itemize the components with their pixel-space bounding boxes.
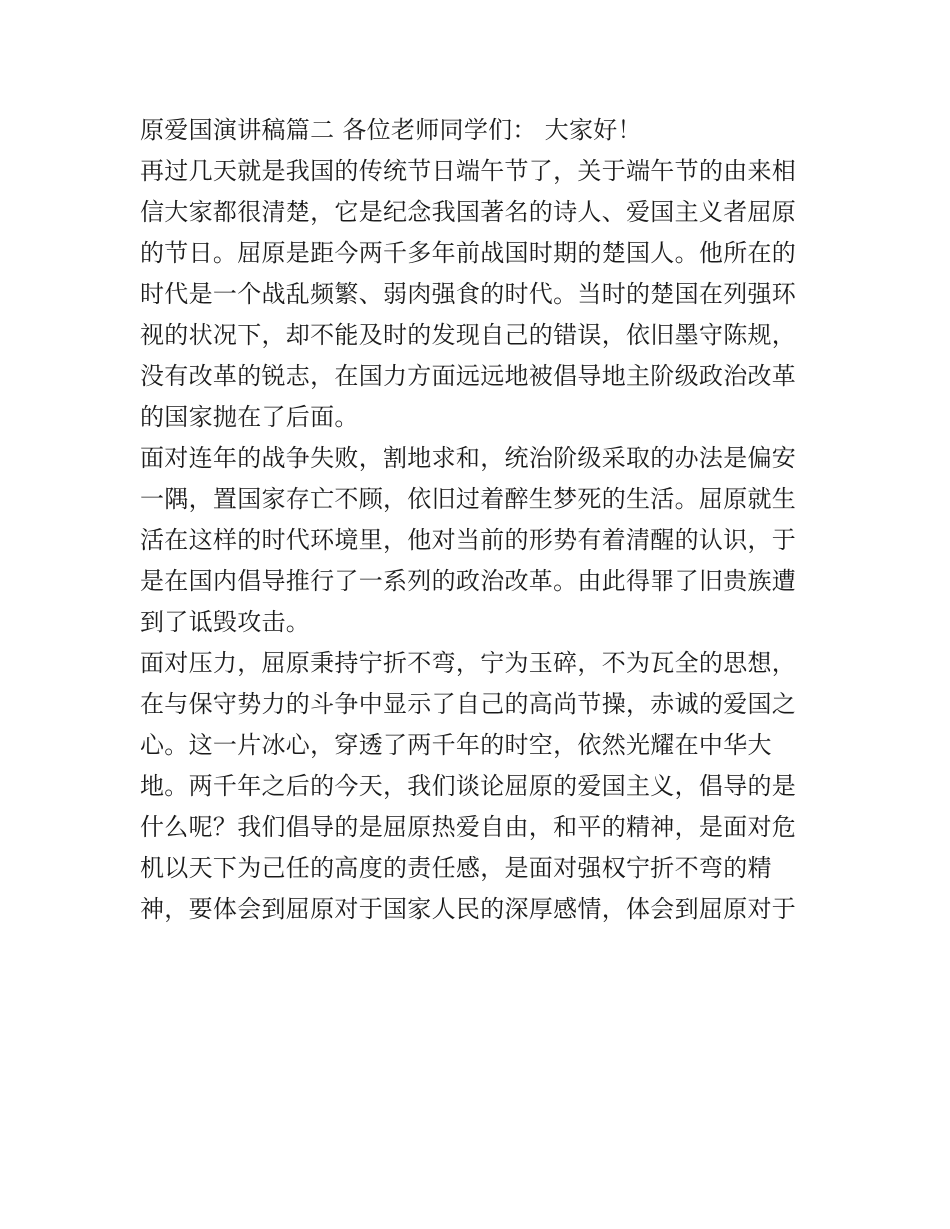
- text-line: 什么呢？我们倡导的是屈原热爱自由，和平的精神，是面对危: [140, 813, 797, 841]
- text-line: 再过几天就是我国的传统节日端午节了，关于端午节的由来相: [140, 157, 797, 185]
- text-line: 原爱国演讲稿篇二 各位老师同学们： 大家好！: [140, 116, 642, 144]
- text-line: 是在国内倡导推行了一系列的政治改革。由此得罪了旧贵族遭: [140, 567, 797, 595]
- text-line: 到了诋毁攻击。: [140, 608, 311, 636]
- document-body: [140, 110, 820, 930]
- text-line: 活在这样的时代环境里，他对当前的形势有着清醒的认识，于: [140, 526, 797, 554]
- text-line: 时代是一个战乱频繁、弱肉强食的时代。当时的楚国在列强环: [140, 280, 797, 308]
- text-line: 地。两千年之后的今天，我们谈论屈原的爱国主义，倡导的是: [140, 772, 797, 800]
- text-line: 视的状况下，却不能及时的发现自己的错误，依旧墨守陈规，: [140, 321, 797, 349]
- text-line: 在与保守势力的斗争中显示了自己的高尚节操，赤诚的爱国之: [140, 690, 797, 718]
- text-line: 神，要体会到屈原对于国家人民的深厚感情，体会到屈原对于: [140, 895, 797, 923]
- text-line: 面对压力，屈原秉持宁折不弯，宁为玉碎，不为瓦全的思想，: [140, 649, 797, 677]
- text-line: 的节日。屈原是距今两千多年前战国时期的楚国人。他所在的: [140, 239, 797, 267]
- text-line: 心。这一片冰心，穿透了两千年的时空，依然光耀在中华大: [140, 731, 772, 759]
- text-line: 信大家都很清楚，它是纪念我国著名的诗人、爱国主义者屈原: [140, 198, 797, 226]
- text-line: 机以天下为己任的高度的责任感，是面对强权宁折不弯的精: [140, 854, 772, 882]
- text-line: 一隅，置国家存亡不顾，依旧过着醉生梦死的生活。屈原就生: [140, 485, 797, 513]
- text-line: 面对连年的战争失败，割地求和，统治阶级采取的办法是偏安: [140, 444, 797, 472]
- text-line: 的国家抛在了后面。: [140, 403, 359, 431]
- text-line: 没有改革的锐志，在国力方面远远地被倡导地主阶级政治改革: [140, 362, 797, 390]
